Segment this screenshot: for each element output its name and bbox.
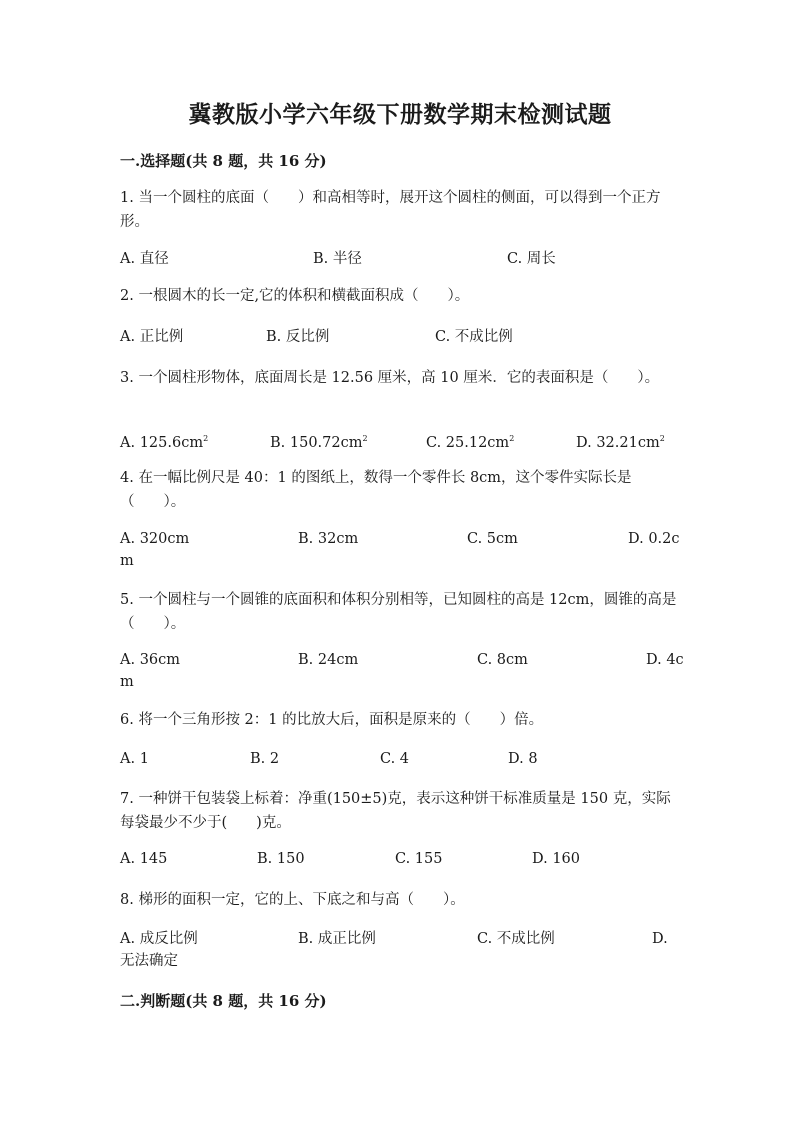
option-b: B. 24cm (298, 652, 359, 668)
option-d: D. 0.2c (628, 531, 680, 547)
section-heading-choice: 一.选择题(共 8 题，共 16 分) (120, 152, 327, 170)
section-heading-judgement: 二.判断题(共 8 题，共 16 分) (120, 992, 327, 1010)
option-d: D. 8 (508, 751, 538, 767)
option-d: D. (652, 931, 668, 947)
question-stem: 4. 在一幅比例尺是 40：1 的图纸上，数得一个零件长 8cm，这个零件实际长是（ ）。 (120, 470, 632, 510)
option-b: B. 半径 (313, 251, 362, 267)
option-d: D. 160 (532, 851, 581, 867)
question-stem: 1. 当一个圆柱的底面（ ）和高相等时，展开这个圆柱的侧面，可以得到一个正方形。 (120, 190, 661, 230)
option-c: C. $25.12cm^2$ (426, 434, 515, 451)
option-c: C. 155 (395, 851, 443, 867)
question-stem: 6. 将一个三角形按 2：1 的比放大后，面积是原来的（ ）倍。 (120, 712, 544, 728)
option-d-wrap: m (120, 553, 134, 569)
question-stem: 7. 一种饼干包装袋上标着：净重(150±5)克，表示这种饼干标准质量是 150 克，实际每袋最少不少于( )克。 (120, 791, 671, 831)
option-c: C. 5cm (467, 531, 518, 547)
option-a: A. 145 (120, 851, 168, 867)
option-c: C. 周长 (507, 251, 556, 267)
option-d-wrap: m (120, 674, 134, 690)
option-b: B. $150.72cm^2$ (270, 434, 368, 451)
option-a: A. 正比例 (120, 329, 184, 345)
question-stem: 2. 一根圆木的长一定,它的体积和横截面积成（ ）。 (120, 288, 470, 304)
option-a: A. 成反比例 (120, 931, 198, 947)
page-title: 冀教版小学六年级下册数学期末检测试题 (188, 101, 612, 128)
option-b: B. 2 (250, 751, 280, 767)
option-d: D. $32.21cm^2$ (576, 434, 665, 451)
option-d-wrap: 无法确定 (120, 953, 178, 969)
option-b: B. 反比例 (266, 329, 330, 345)
option-a: A. 1 (120, 751, 149, 767)
option-c: C. 8cm (477, 652, 528, 668)
option-c: C. 4 (380, 751, 410, 767)
option-a: A. 直径 (120, 251, 169, 267)
option-b: B. 32cm (298, 531, 359, 547)
question-stem: 8. 梯形的面积一定，它的上、下底之和与高（ ）。 (120, 892, 465, 908)
question-stem: 5. 一个圆柱与一个圆锥的底面积和体积分别相等，已知圆柱的高是 12cm，圆锥的高是（ ）。 (120, 592, 677, 632)
question-stem: 3. 一个圆柱形物体，底面周长是 12.56 厘米，高 10 厘米．它的表面积是（ ）。 (120, 370, 660, 386)
option-c: C. 不成比例 (435, 329, 513, 345)
option-d: D. 4c (646, 652, 684, 668)
option-a: A. 36cm (120, 652, 181, 668)
option-a: A. $125.6cm^2$ (120, 434, 209, 451)
option-b: B. 成正比例 (298, 931, 376, 947)
option-a: A. 320cm (120, 531, 190, 547)
option-b: B. 150 (257, 851, 305, 867)
option-c: C. 不成比例 (477, 931, 555, 947)
